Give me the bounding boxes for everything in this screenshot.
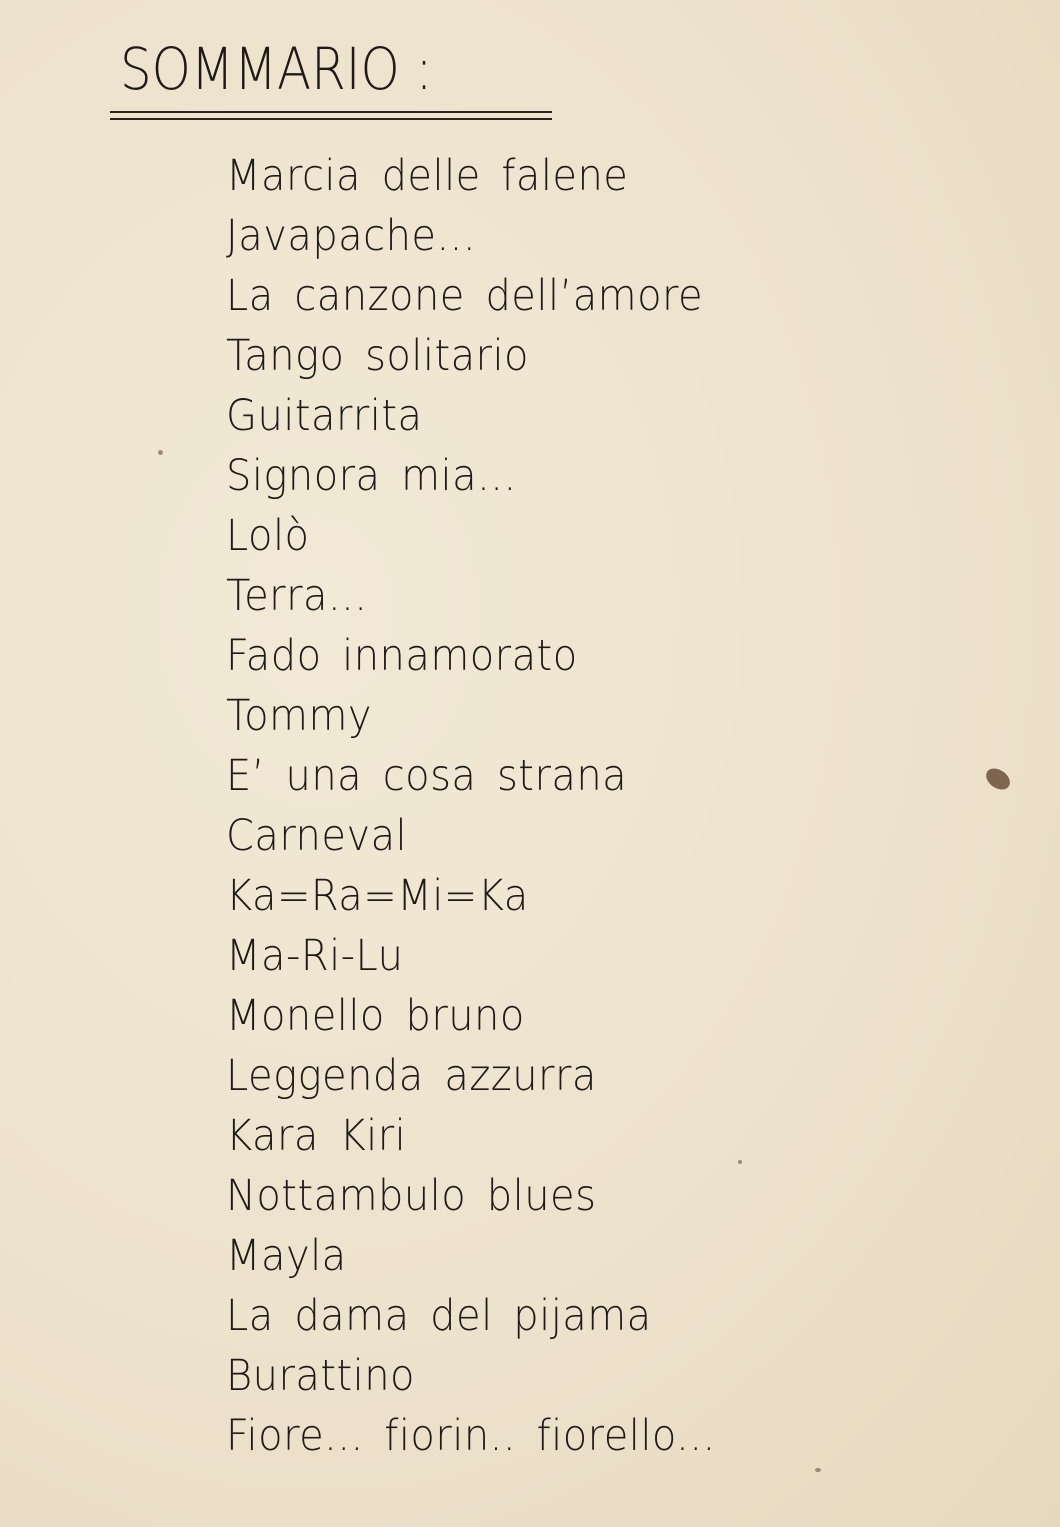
list-item: La canzone dell’amore <box>226 271 704 321</box>
list-item: Terra... <box>226 571 368 621</box>
page-title: SOMMARIO : <box>120 35 433 103</box>
paper-speck <box>738 1160 742 1164</box>
list-item: Fiore... fiorin.. fiorello... <box>226 1411 716 1461</box>
list-item: La dama del pijama <box>226 1291 652 1341</box>
list-item: Javapache... <box>226 211 477 261</box>
list-item: Guitarrita <box>226 391 423 441</box>
list-item: Ka=Ra=Mi=Ka <box>226 871 529 921</box>
list-item: Carneval <box>226 811 408 861</box>
list-item: Monello bruno <box>226 991 525 1041</box>
list-item: Mayla <box>226 1231 347 1281</box>
list-item: Tango solitario <box>226 331 529 381</box>
table-of-contents <box>226 146 753 1466</box>
list-item: Marcia delle falene <box>226 151 629 201</box>
list-item: Lolò <box>226 511 310 561</box>
list-item: Tommy <box>226 691 373 741</box>
paper-stain <box>982 764 1014 794</box>
list-item: E’ una cosa strana <box>226 751 628 801</box>
title-double-underline <box>110 111 552 120</box>
list-item: Burattino <box>226 1351 415 1401</box>
list-item: Ma-Ri-Lu <box>226 931 404 981</box>
list-item: Signora mia... <box>226 451 517 501</box>
list-item: Fado innamorato <box>226 631 578 681</box>
list-item: Kara Kiri <box>226 1111 407 1161</box>
paper-speck <box>158 450 163 455</box>
list-item: Nottambulo blues <box>226 1171 597 1221</box>
list-item: Leggenda azzurra <box>226 1051 597 1101</box>
paper-speck <box>815 1468 821 1472</box>
